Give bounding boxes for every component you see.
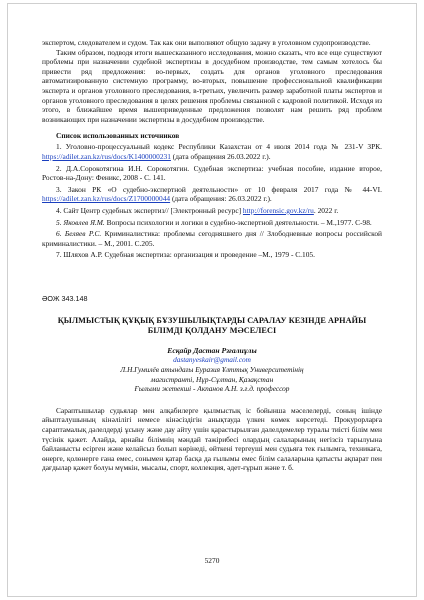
author-email[interactable]: dastanyeskair@gmail.com [173, 355, 251, 365]
udc-code: ӘОЖ 343.148 [42, 293, 88, 303]
author-name: Есқайр Дастан Рзғалиұлы [167, 345, 257, 355]
author-block [42, 346, 382, 394]
reference-link[interactable]: https://adilet.zan.kz/rus/docs/K1400000231 [42, 151, 171, 161]
reference-link[interactable]: https://adilet.zan.kz/rus/docs/Z1700000044 [42, 194, 171, 204]
abstract-paragraph: Сараптышылар судьялар мен алқабилерге қылмыстық іс бойынша мәселелерді, соның ішінде айыпталушының кінәлілігі немесе кінәсіздігін анықтауда үлкен көмек көрсетеді. Прокурорларға сараптамалық дәлелдерді ұсыну және дау айту үшін қарастырылған дәлелдемелер туралы тиісті білім мен түсінік қажет. Алайда, арнайы білімнің мәндай тәжірибесі олардың салаларының негізсіз тарылуына байланысты есірген және келайсыз болып көрінеді, өйткені тергеуші мен судьяға тек ғылымға, техникаға, өнерге, қолөнерге ғана емес, сонымен қатар басқа да ғылымы емес білім салаларына қатысты ақпарат пен дағдылар қажет болуы мүмкін, мысалы, спорт, коллекция, әдет-ғұрып және т. б. [42, 405, 382, 473]
reference-item: 5. Яковлев Я.М. Вопросы психологии и логики в судебно-экспертной деятельности. – М.,1977. С-98. [56, 217, 372, 227]
scientific-supervisor: Ғылыми жетекші - Акпанов А.Н. з.ғ.д. профессор [134, 384, 290, 394]
article-title: ҚЫЛМЫСТЫҚ ҚҰҚЫҚ БҰЗУШЫЛЫҚТАРДЫ САРАЛАУ КЕЗІНДЕ АРНАЙЫ БІЛІМДІ ҚОЛДАНУ МӘСЕЛЕСІ [57, 315, 367, 336]
intro-paragraph-tail: экспертом, следователем и судом. Так как они выполняют общую задачу в уголовном судопроизводстве. [42, 38, 371, 47]
conclusion-paragraph: Таким образом, подводя итоги вышесказанного исследования, можно сказать, что все еще существуют проблемы при назначении судебной экспертизы в досудебном производстве, тем самым хотелось бы привести ряд предложения: во-первых, создать для органов уголовного преследования автоматизированную системную программу, во-вторых, повышение профессиональной квалификации эксперта и органов уголовного преследования, в-третьих, увеличить размер заработной платы экспертов и органов уголовного преследования в целях решения проблемы связанной с кадровой политикой. Исходя из этого, в ближайшее время вышеприведенные предложения позволят нам решить ряд проблем возникающих при назначении экспертизы в досудебном производстве. [42, 47, 382, 124]
page-number: 5270 [204, 556, 220, 565]
reference-item: 7. Шляхов А.Р. Судебная экспертиза: организация и проведение –М., 1979 - С.105. [56, 250, 315, 260]
reference-item: 2. Д.А.Сорокотягина И.Н. Сорокотягин. Судебная экспертиза: учебная пособие, издание второе, Ростов-на-Дону: Феникс, 2008 - С. 141. [42, 163, 382, 183]
reference-author: 5. Яковлев Я.М. [56, 217, 105, 227]
reference-link[interactable]: http://forensic.gov.kz/ru [242, 205, 314, 215]
reference-author: 6. Беляев Р.С. [56, 229, 102, 239]
reference-item: 3. Закон РК «О судебно-экспертной деятельности» от 10 февраля 2017 года № 44-VI. https://adilet.zan.kz/rus/docs/Z1700000044 (дата обращения: 26.03.2022 г.). [42, 184, 382, 204]
references-title: Список использованных источников [56, 131, 180, 141]
author-affiliation: Л.Н.Гумилёв атындағы Еуразия Ұлттық Университетінің [120, 365, 304, 375]
reference-item: 6. Беляев Р.С. Криминалистика: проблемы сегодняшнего дня // Злободневные вопросы российской криминалистики. – М., 2001. С.205. [42, 229, 382, 248]
author-affiliation-city: магистранті, Нұр-Сұлтан, Қазақстан [150, 374, 274, 384]
reference-item: 1. Уголовно-процессуальный кодекс Республики Казахстан от 4 июля 2014 года № 231-V ЗРК. https://adilet.zan.kz/rus/docs/K1400000231 (дата обращения 26.03.2022 г.). [42, 142, 382, 161]
reference-item: 4. Сайт Центр судебных экспертиз// [Электронный ресурс] http://forensic.gov.kz/ru. 2022 г. [56, 205, 339, 215]
